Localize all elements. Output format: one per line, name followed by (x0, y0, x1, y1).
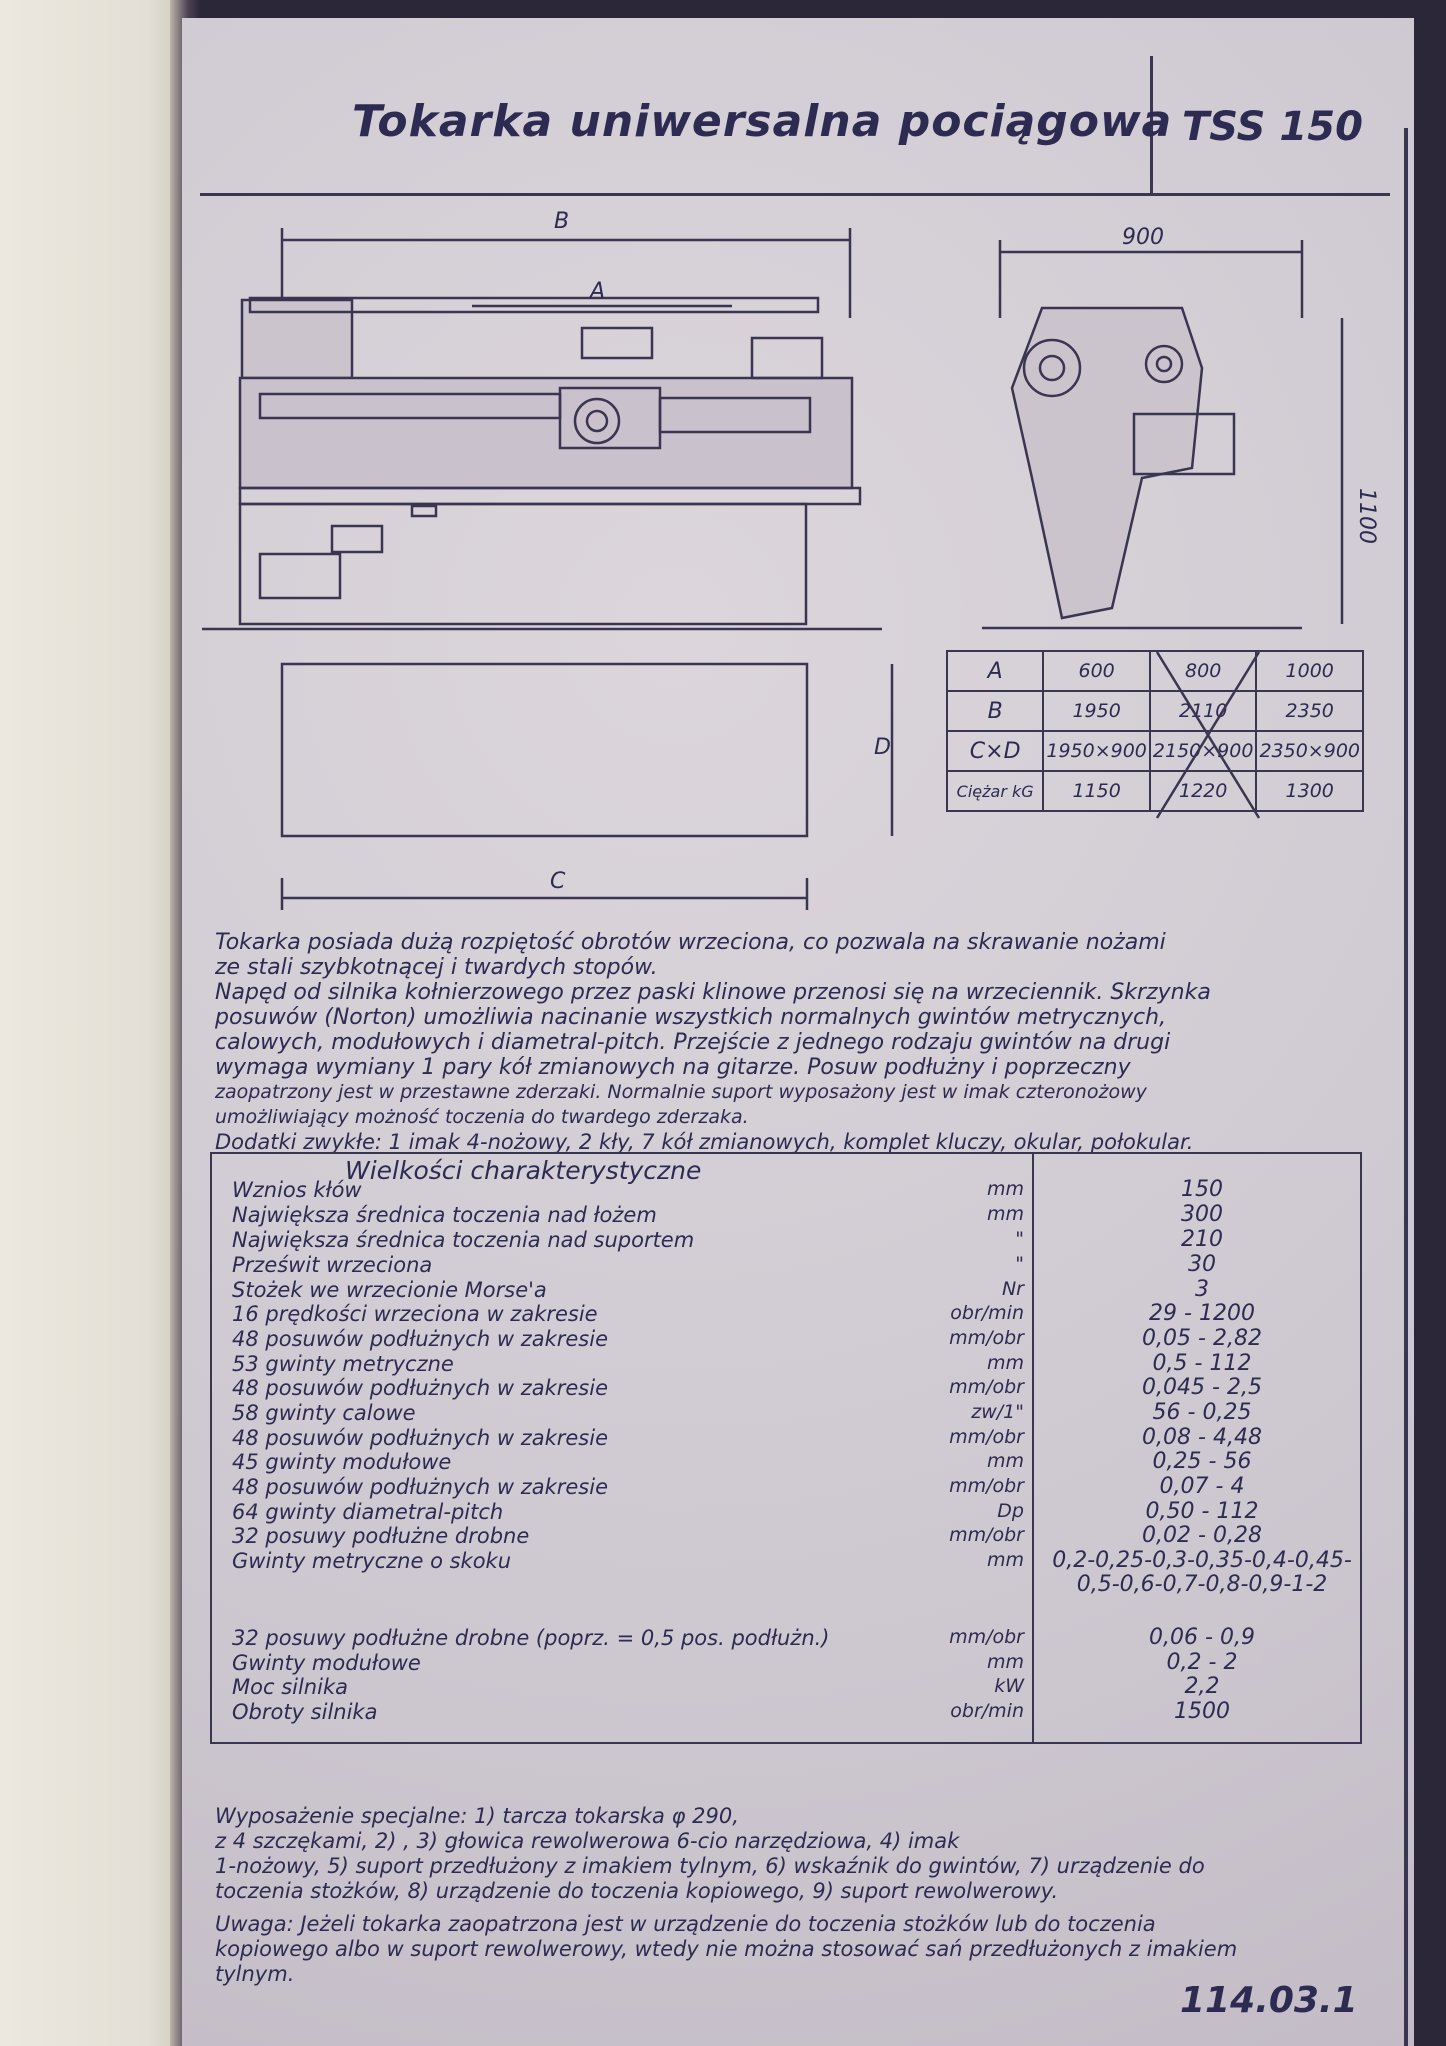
special-line: z 4 szczękami, 2) , 3) głowica rewolwerowa 6-cio narzędziowa, 4) imak (215, 1829, 960, 1853)
dim-cell: 1950×900 (1043, 731, 1150, 771)
spec-row (232, 1524, 1362, 1548)
spec-name: Prześwit wrzeciona (232, 1253, 433, 1277)
dim-label-900: 900 (1122, 225, 1164, 250)
spec-unit: mm (986, 1352, 1024, 1374)
page-title: Tokarka uniwersalna pociągowa (352, 96, 1173, 147)
dim-cell: 1300 (1256, 771, 1363, 811)
spec-unit: " (1015, 1253, 1024, 1275)
spec-value: 56 - 0,25 (1152, 1400, 1252, 1425)
dim-label-a: A (590, 279, 606, 304)
spec-row (232, 1548, 1362, 1597)
spec-row (232, 1203, 1362, 1227)
special-equipment (215, 1804, 1365, 1987)
spec-name: 32 posuwy podłużne drobne (poprz. = 0,5 pos. podłużn.) (232, 1626, 830, 1650)
spec-unit: zw/1" (971, 1401, 1024, 1423)
dim-cell: 1000 (1256, 651, 1363, 691)
dim-cell: 1150 (1043, 771, 1150, 811)
spec-name: 58 gwinty calowe (232, 1401, 416, 1425)
spec-name: 32 posuwy podłużne drobne (232, 1524, 530, 1548)
special-line: toczenia stożków, 8) urządzenie do toczenia kopiowego, 9) suport rewolwerowy. (215, 1879, 1059, 1903)
dim-cell: 800 (1150, 651, 1257, 691)
special-line: Wyposażenie specjalne: 1) tarcza tokarska φ 290, (215, 1804, 739, 1828)
description-line: calowych, modułowych i diametral-pitch. Przejście z jednego rodzaju gwintów na drugi (215, 1030, 1171, 1055)
dim-cell: 2110 (1150, 691, 1257, 731)
spec-name: Gwinty modułowe (232, 1651, 421, 1675)
description-line: zaopatrzony jest w przestawne zderzaki. Normalnie suport wyposażony jest w imak czteronożowy (215, 1081, 1147, 1103)
dim-row-label: A (947, 651, 1043, 691)
spec-row (232, 1651, 1362, 1675)
dim-row-label: Ciężar kG (947, 771, 1043, 811)
spec-unit: mm/obr (949, 1626, 1024, 1648)
spec-row (232, 1675, 1362, 1699)
spec-name: Największa średnica toczenia nad suportem (232, 1228, 695, 1252)
spec-row (232, 1401, 1362, 1425)
dim-cell: 600 (1043, 651, 1150, 691)
spec-row (232, 1302, 1362, 1326)
note-line: kopiowego albo w suport rewolwerowy, wtedy nie można stosować sań przedłużonych z imakiem (215, 1937, 1238, 1961)
spec-name: Moc silnika (232, 1675, 348, 1699)
spec-row (232, 1327, 1362, 1351)
spec-value: 0,2-0,25-0,3-0,35-0,4-0,45-0,5-0,6-0,7-0,8-0,9-1-2 (1052, 1548, 1352, 1597)
spec-row (232, 1278, 1362, 1302)
dim-label-d: D (874, 735, 891, 760)
spec-value: 29 - 1200 (1149, 1301, 1255, 1326)
description-line: Tokarka posiada dużą rozpiętość obrotów wrzeciona, co pozwala na skrawanie nożami (215, 930, 1166, 955)
spec-name: 16 prędkości wrzeciona w zakresie (232, 1302, 598, 1326)
description (215, 930, 1375, 1155)
dim-cell: 2150×900 (1150, 731, 1257, 771)
spec-row (232, 1500, 1362, 1524)
spec-value: 0,02 - 0,28 (1142, 1523, 1262, 1548)
spec-value: 0,25 - 56 (1152, 1449, 1252, 1474)
spec-unit: mm/obr (949, 1426, 1024, 1448)
spec-unit: mm (986, 1651, 1024, 1673)
spec-name: Stożek we wrzecionie Morse'a (232, 1278, 547, 1302)
dim-cell: 1950 (1043, 691, 1150, 731)
spec-name: Największa średnica toczenia nad łożem (232, 1203, 657, 1227)
special-line: 1-nożowy, 5) suport przedłużony z imakiem tylnym, 6) wskaźnik do gwintów, 7) urządzenie do (215, 1854, 1205, 1878)
spec-row (232, 1178, 1362, 1202)
description-line: posuwów (Norton) umożliwia nacinanie wszystkich normalnych gwintów metrycznych, (215, 1005, 1167, 1030)
spec-name: Wznios kłów (232, 1178, 362, 1202)
spec-value: 0,045 - 2,5 (1142, 1375, 1262, 1400)
spec-name: 64 gwinty diametral-pitch (232, 1500, 504, 1524)
spec-value: 3 (1195, 1277, 1209, 1302)
dim-label-1100: 1100 (1354, 488, 1379, 544)
dim-label-b: B (554, 209, 570, 234)
spec-row (232, 1228, 1362, 1252)
spec-row (232, 1475, 1362, 1499)
spec-row (232, 1253, 1362, 1277)
dim-cell: 1220 (1150, 771, 1257, 811)
spec-row (232, 1376, 1362, 1400)
spec-table-heading: Wielkości charakterystyczne (345, 1156, 702, 1185)
spec-name: 45 gwinty modułowe (232, 1450, 452, 1474)
document-code: 114.03.1 (1180, 1980, 1358, 2021)
spec-unit: kW (994, 1675, 1024, 1697)
spec-unit: Dp (997, 1500, 1024, 1522)
spec-unit: " (1015, 1228, 1024, 1250)
description-line: ze stali szybkotnącej i twardych stopów. (215, 955, 658, 980)
spec-row (232, 1426, 1362, 1450)
dim-row-label: C×D (947, 731, 1043, 771)
spec-unit: mm/obr (949, 1376, 1024, 1398)
spec-unit: mm/obr (949, 1475, 1024, 1497)
spec-row (232, 1626, 1362, 1650)
spec-unit: obr/min (950, 1700, 1024, 1722)
note-line: Uwaga: Jeżeli tokarka zaopatrzona jest w urządzenie do toczenia stożków lub do toczenia (215, 1912, 1156, 1936)
dim-label-c: C (550, 869, 566, 894)
spec-value: 2,2 (1184, 1674, 1220, 1699)
dim-cell: 2350 (1256, 691, 1363, 731)
spec-unit: obr/min (950, 1302, 1024, 1324)
spec-value: 0,5 - 112 (1152, 1351, 1252, 1376)
spec-value: 0,06 - 0,9 (1149, 1625, 1255, 1650)
standard-accessories: Dodatki zwykłe: 1 imak 4-nożowy, 2 kły, 7 kół zmianowych, komplet kluczy, okular, połokular. (215, 1130, 1194, 1154)
spec-unit: mm (986, 1549, 1024, 1571)
spec-name: Obroty silnika (232, 1700, 378, 1724)
spec-name: 48 posuwów podłużnych w zakresie (232, 1327, 608, 1351)
spec-row (232, 1700, 1362, 1724)
spec-value: 1500 (1174, 1699, 1230, 1724)
spec-value: 0,50 - 112 (1145, 1499, 1259, 1524)
spec-value: 0,08 - 4,48 (1142, 1425, 1262, 1450)
note-line: tylnym. (215, 1962, 295, 1986)
dim-row-label: B (947, 691, 1043, 731)
spec-value: 150 (1181, 1177, 1223, 1202)
spec-unit: Nr (1001, 1278, 1024, 1300)
spec-value: 0,07 - 4 (1159, 1474, 1245, 1499)
left-page (0, 0, 185, 2046)
lathe-drawings (182, 188, 1414, 1048)
spec-row (232, 1352, 1362, 1376)
spec-name: 48 posuwów podłużnych w zakresie (232, 1376, 608, 1400)
spec-name: Gwinty metryczne o skoku (232, 1549, 512, 1573)
description-line: umożliwiający możność toczenia do twardego zderzaka. (215, 1106, 749, 1128)
description-line: wymaga wymiany 1 pary kół zmianowych na gitarze. Posuw podłużny i poprzeczny (215, 1055, 1131, 1080)
spec-unit: mm (986, 1203, 1024, 1225)
spec-value: 0,2 - 2 (1166, 1650, 1238, 1675)
spec-value: 210 (1181, 1227, 1223, 1252)
spec-row (232, 1450, 1362, 1474)
spec-unit: mm/obr (949, 1524, 1024, 1546)
spec-unit: mm (986, 1450, 1024, 1472)
spec-unit: mm/obr (949, 1327, 1024, 1349)
spec-name: 48 posuwów podłużnych w zakresie (232, 1426, 608, 1450)
spec-unit: mm (986, 1178, 1024, 1200)
model-code: TSS 150 (1182, 104, 1363, 150)
description-line: Napęd od silnika kołnierzowego przez paski klinowe przenosi się na wrzeciennik. Skrzynka (215, 980, 1211, 1005)
spec-name: 48 posuwów podłużnych w zakresie (232, 1475, 608, 1499)
dim-cell: 2350×900 (1256, 731, 1363, 771)
spec-name: 53 gwinty metryczne (232, 1352, 454, 1376)
spec-value: 0,05 - 2,82 (1142, 1326, 1262, 1351)
spec-value: 300 (1181, 1202, 1223, 1227)
spec-value: 30 (1188, 1252, 1216, 1277)
crossed-out-column (1155, 650, 1261, 820)
